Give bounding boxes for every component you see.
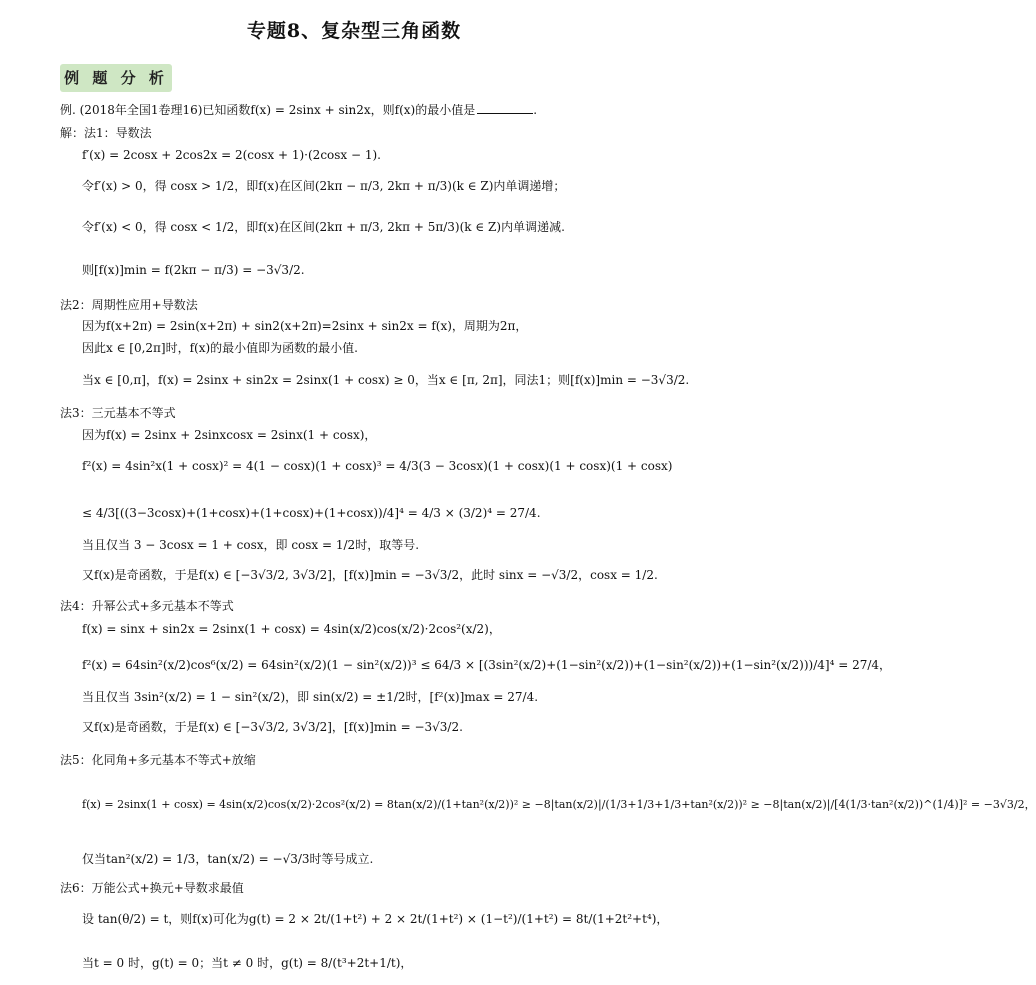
equation: f²(x) = 64sin²(x/2)cos⁶(x/2) = 64sin²(x/2)(1 − sin²(x/2))³ ≤ 64/3 × [(3sin²(x/2)+(1−sin²(x/2))+(1−sin²(x/2))+(1−sin²(x/2)))/4]⁴ = 27/4， [82, 658, 892, 672]
answer-blank [477, 102, 533, 114]
example-text: 例. (2018年全国1卷理16)已知函数f(x) = 2sinx + sin2x，则f(x)的最小值是 [60, 103, 476, 117]
method-1-heading: 解：法1：导数法 [60, 126, 152, 140]
page-title: 专题8、复杂型三角函数 [246, 20, 462, 42]
equation: 当t = 0 时，g(t) = 0；当t ≠ 0 时，g(t) = 8/(t³+2t+1/t)， [82, 956, 413, 970]
method-2-heading: 法2：周期性应用+导数法 [60, 298, 198, 312]
equation: 又f(x)是奇函数，于是f(x) ∈ [−3√3/2, 3√3/2]，[f(x)]min = −3√3/2，此时 sinx = −√3/2，cosx = 1/2. [82, 568, 658, 582]
equation: f′(x) = 2cosx + 2cos2x = 2(cosx + 1)·(2cosx − 1). [82, 148, 381, 162]
equation: 仅当tan²(x/2) = 1/3，tan(x/2) = −√3/3时等号成立. [82, 852, 374, 866]
equation: 因为f(x) = 2sinx + 2sinxcosx = 2sinx(1 + cosx)， [82, 428, 377, 442]
example-question: 例. (2018年全国1卷理16)已知函数f(x) = 2sinx + sin2x，则f(x)的最小值是 . [60, 103, 538, 117]
method-6-heading: 法6：万能公式+换元+导数求最值 [60, 881, 244, 895]
equation: f(x) = 2sinx(1 + cosx) = 4sin(x/2)cos(x/2)·2cos²(x/2) = 8tan(x/2)/(1+tan²(x/2))² ≥ −8|tan(x/2)|/(1/3+1/3+1/3+tan²(x/2))² ≥ −8|tan(x/2)|/[4(1/3·tan²(x/2))^(1/4)]² = −3√3/2， [82, 798, 1036, 811]
equation: 令f′(x) < 0，得 cosx < 1/2，即f(x)在区间(2kπ + π/3, 2kπ + 5π/3)(k ∈ Z)内单调递减. [82, 220, 565, 234]
equation: 当且仅当 3sin²(x/2) = 1 − sin²(x/2)，即 sin(x/2) = ±1/2时，[f²(x)]max = 27/4. [82, 690, 539, 704]
equation: f²(x) = 4sin²x(1 + cosx)² = 4(1 − cosx)(1 + cosx)³ = 4/3(3 − 3cosx)(1 + cosx)(1 + cosx)(1 + cosx) [82, 459, 673, 473]
equation: 则[f(x)]min = f(2kπ − π/3) = −3√3/2. [82, 263, 305, 277]
equation: ≤ 4/3[((3−3cosx)+(1+cosx)+(1+cosx)+(1+cosx))/4]⁴ = 4/3 × (3/2)⁴ = 27/4. [82, 506, 541, 520]
section-badge: 例 题 分 析 [60, 64, 172, 92]
equation: 因为f(x+2π) = 2sin(x+2π) + sin2(x+2π)=2sinx + sin2x = f(x)，周期为2π， [82, 319, 528, 333]
method-4-heading: 法4：升幂公式+多元基本不等式 [60, 599, 234, 613]
method-3-heading: 法3：三元基本不等式 [60, 406, 176, 420]
equation: 当且仅当 3 − 3cosx = 1 + cosx，即 cosx = 1/2时，取等号. [82, 538, 420, 552]
equation: 因此x ∈ [0,2π]时，f(x)的最小值即为函数的最小值. [82, 341, 359, 355]
equation: 设 tan(θ/2) = t，则f(x)可化为g(t) = 2 × 2t/(1+t²) + 2 × 2t/(1+t²) × (1−t²)/(1+t²) = 8t/(1+2t²+t⁴)， [82, 912, 669, 926]
equation: 令f′(x) > 0，得 cosx > 1/2，即f(x)在区间(2kπ − π/3, 2kπ + π/3)(k ∈ Z)内单调递增； [82, 179, 566, 193]
equation: 当x ∈ [0,π]，f(x) = 2sinx + sin2x = 2sinx(1 + cosx) ≥ 0，当x ∈ [π, 2π]，同法1；则[f(x)]min = −3√3/2. [82, 373, 690, 387]
equation: f(x) = sinx + sin2x = 2sinx(1 + cosx) = 4sin(x/2)cos(x/2)·2cos²(x/2)， [82, 622, 501, 636]
method-5-heading: 法5：化同角+多元基本不等式+放缩 [60, 753, 256, 767]
equation: 又f(x)是奇函数，于是f(x) ∈ [−3√3/2, 3√3/2]，[f(x)]min = −3√3/2. [82, 720, 463, 734]
